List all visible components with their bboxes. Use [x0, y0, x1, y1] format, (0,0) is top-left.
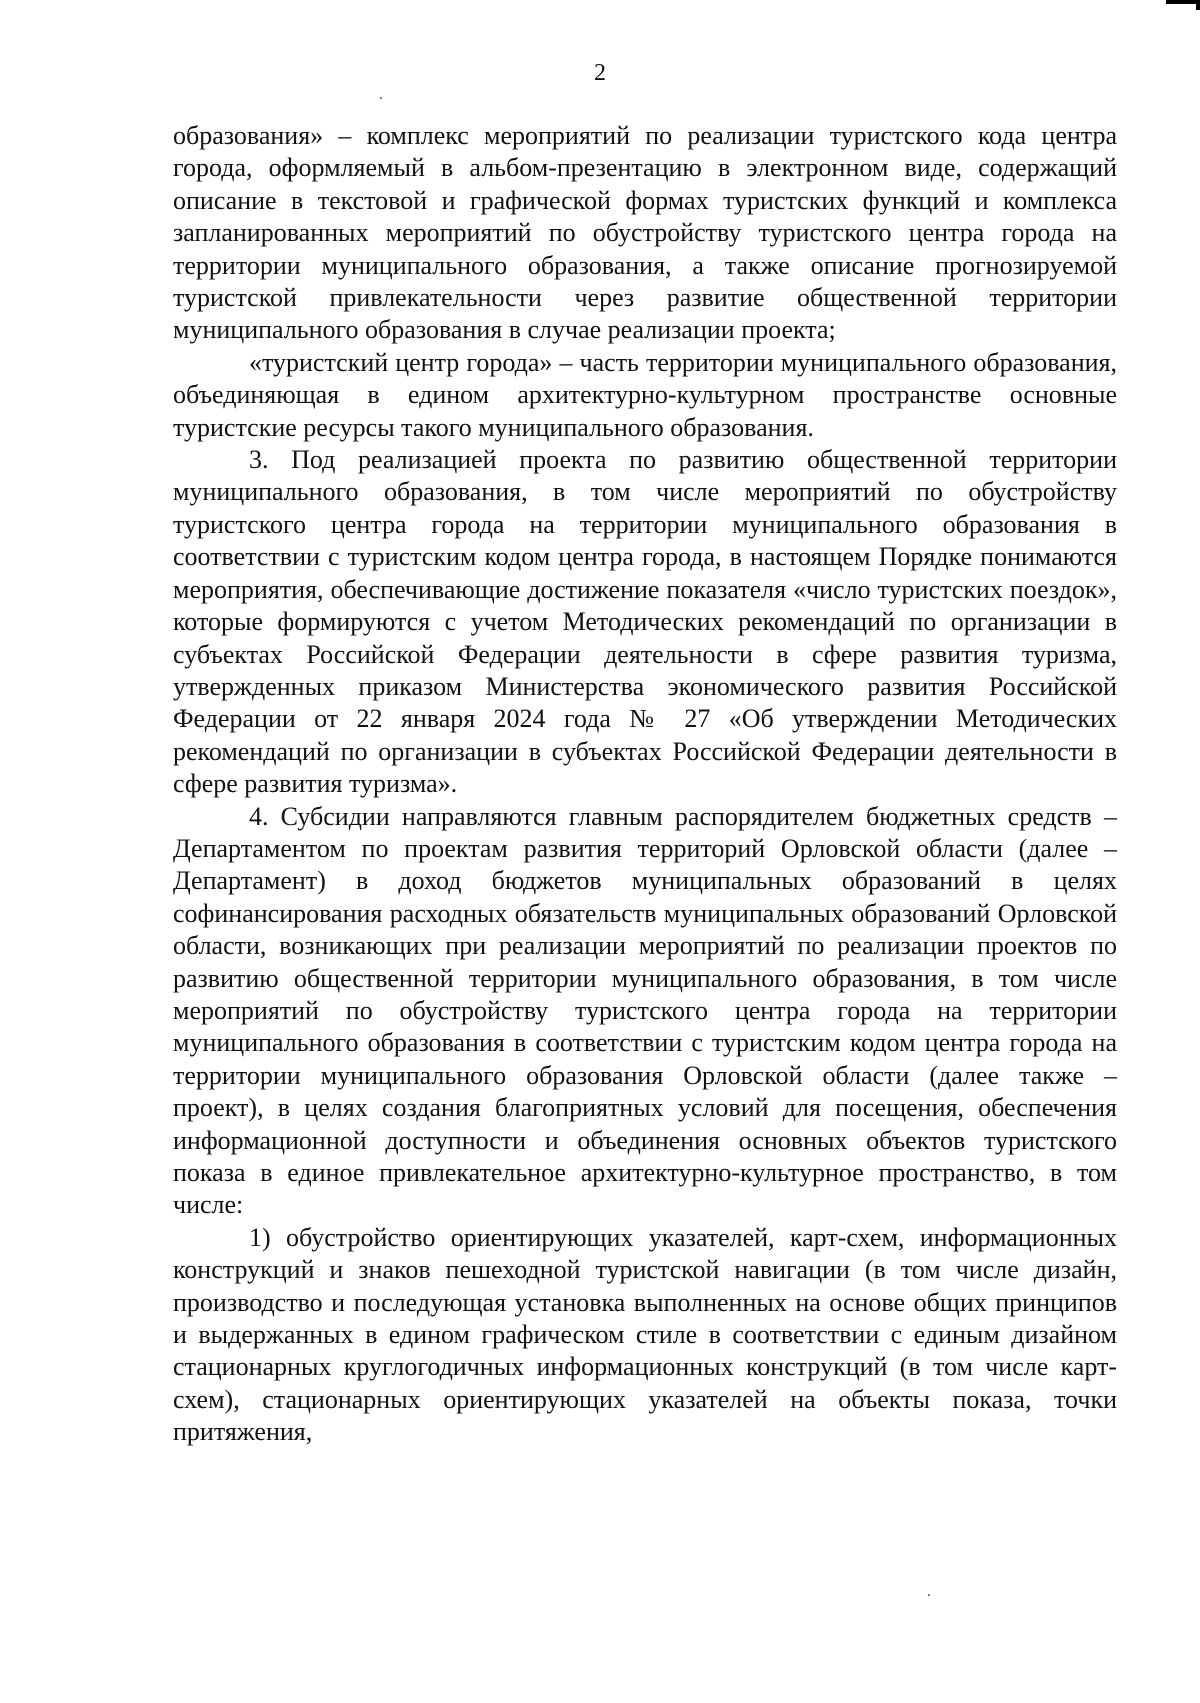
paragraph-subitem-1: 1) обустройство ориентирующих указателей, карт-схем, информационных конструкций и знаков пешеходной туристской навигации (в том числе дизайн, производство и последующая установка выполненных на основе общих принципов и выдержанных в едином графическом стиле в соответствии с единым дизайном стационарных круглогодичных информационных конструкций (в том числе карт-схем), стационарных ориентирующих указателей на объекты показа, точки притяжения, — [173, 1222, 1117, 1447]
scan-speck — [380, 97, 382, 99]
document-body — [173, 120, 1117, 1449]
scan-speck — [928, 1594, 930, 1596]
paragraph-item-4: 4. Субсидии направляются главным распорядителем бюджетных средств – Департаментом по проектам развития территорий Орловской области (далее – Департамент) в доход бюджетов муниципальных образований в целях софинансирования расходных обязательств муниципальных образований Орловской области, возникающих при реализации мероприятий по реализации проектов по развитию общественной территории муниципального образования, в том числе мероприятий по обустройству туристского центра города на территории муниципального образования в соответствии с туристским кодом центра города на территории муниципального образования Орловской области (далее также – проект), в целях создания благоприятных условий для посещения, обеспечения информационной доступности и объединения основных объектов туристского показа в единое привлекательное архитектурно-культурное пространство, в том числе: — [173, 801, 1117, 1220]
paragraph-definition-continuation: образования» – комплекс мероприятий по реализации туристского кода центра города, оформляемый в альбом-презентацию в электронном виде, содержащий описание в текстовой и графической формах туристских функций и комплекса запланированных мероприятий по обустройству туристского центра города на территории муниципального образования, а также описание прогнозируемой туристской привлекательности через развитие общественной территории муниципального образования в случае реализации проекта; — [173, 121, 1117, 345]
paragraph-item-3: 3. Под реализацией проекта по развитию общественной территории муниципального образования, в том числе мероприятий по обустройству туристского центра города на территории муниципального образования в соответствии с туристским кодом центра города, в настоящем Порядке понимаются мероприятия, обеспечивающие достижение показателя «число туристских поездок», которые формируются с учетом Методических рекомендаций по организации в субъектах Российской Федерации деятельности в сфере развития туризма, утвержденных приказом Министерства экономического развития Российской Федерации от 22 января 2024 года № 27 «Об утверждении Методических рекомендаций по организации в субъектах Российской Федерации деятельности в сфере развития туризма». — [173, 445, 1117, 799]
scan-corner-mark — [1166, 0, 1200, 10]
paragraph-definition-tourist-center: «туристский центр города» – часть территории муниципального образования, объединяющая в едином архитектурно-культурном пространстве основные туристские ресурсы такого муниципального образования. — [173, 347, 1117, 442]
page-number: 2 — [594, 60, 606, 86]
